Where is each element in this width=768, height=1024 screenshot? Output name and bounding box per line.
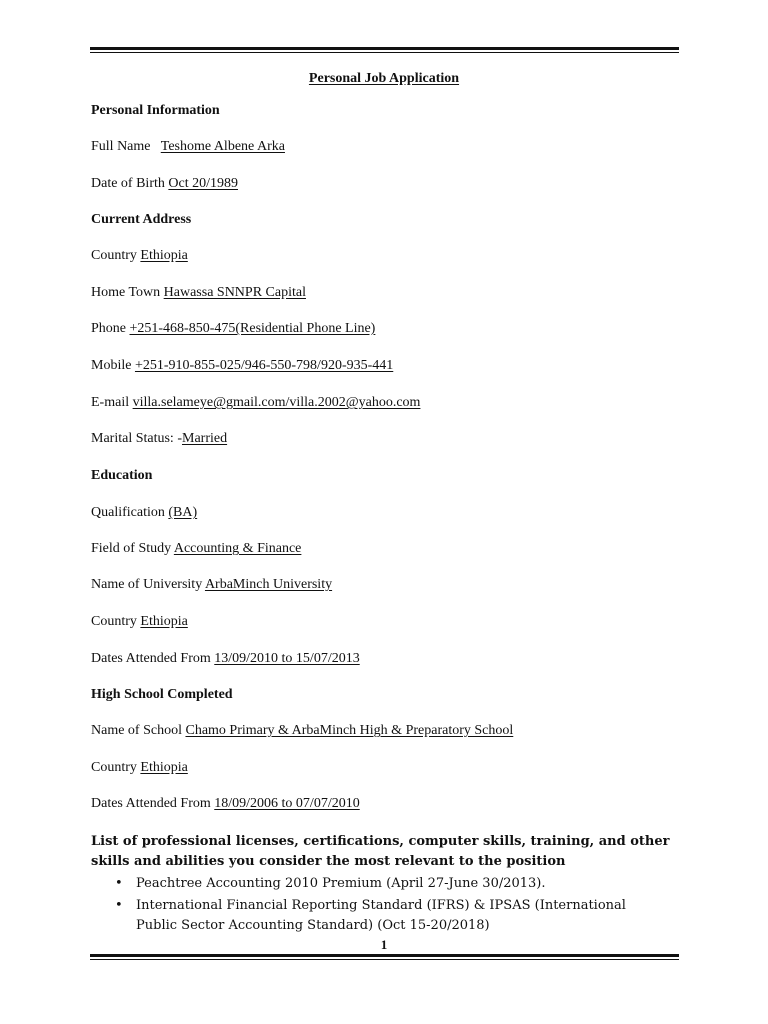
marital-status-row — [91, 430, 227, 448]
skill-text: International Financial Reporting Standard (IFRS) & IPSAS (International Public Sector Accounting Standard) (Oct 15-20/2018) — [136, 898, 626, 933]
email-label: E-mail — [91, 395, 130, 410]
school-name-row — [91, 722, 513, 740]
education-country-value: Ethiopia — [140, 614, 188, 629]
address-country-row — [91, 247, 188, 265]
email-value: villa.selameye@gmail.com/villa.2002@yahoo.com — [132, 395, 421, 410]
document-title: Personal Job Application — [308, 71, 460, 86]
university-value: ArbaMinch University — [204, 577, 333, 592]
marital-status-label: Marital Status: - — [91, 431, 182, 446]
university-dates-label: Dates Attended From — [91, 651, 211, 666]
university-label: Name of University — [91, 577, 203, 592]
qualification-value: (BA) — [168, 505, 198, 520]
high-school-dates-row — [91, 795, 360, 813]
address-country-label: Country — [91, 248, 137, 263]
hometown-row — [91, 284, 306, 302]
dob-label: Date of Birth — [91, 176, 165, 191]
high-school-country-label: Country — [91, 760, 137, 775]
skills-list-item — [91, 874, 671, 894]
education-heading: Education — [91, 468, 153, 483]
high-school-country-value: Ethiopia — [140, 760, 188, 775]
qualification-row — [91, 504, 197, 522]
skills-list-item — [91, 896, 671, 936]
skills-list — [91, 874, 671, 938]
high-school-heading: High School Completed — [91, 687, 233, 702]
marital-status-value: Married — [182, 431, 228, 446]
bullet-icon: • — [115, 898, 123, 913]
school-name-value: Chamo Primary & ArbaMinch High & Preparatory School — [185, 723, 514, 738]
university-row — [91, 576, 332, 594]
skills-heading: List of professional licenses, certifications, computer skills, training, and other skills and abilities you consider the most relevant to the position — [91, 834, 670, 869]
header-rule — [90, 47, 679, 53]
field-of-study-value: Accounting & Finance — [173, 541, 302, 556]
address-country-value: Ethiopia — [140, 248, 188, 263]
education-country-row — [91, 613, 188, 631]
bullet-icon: • — [115, 876, 123, 891]
phone-row — [91, 320, 375, 338]
high-school-dates-value: 18/09/2006 to 07/07/2010 — [214, 796, 360, 811]
phone-label: Phone — [91, 321, 126, 336]
full-name-value: Teshome Albene Arka — [160, 139, 285, 154]
mobile-row — [91, 357, 393, 375]
qualification-label: Qualification — [91, 505, 165, 520]
field-of-study-label: Field of Study — [91, 541, 172, 556]
skill-text: Peachtree Accounting 2010 Premium (April 27-June 30/2013). — [136, 876, 546, 891]
mobile-label: Mobile — [91, 358, 132, 373]
high-school-dates-label: Dates Attended From — [91, 796, 211, 811]
university-dates-row — [91, 650, 360, 668]
page-number: 1 — [380, 937, 388, 952]
school-name-label: Name of School — [91, 723, 182, 738]
dob-value: Oct 20/1989 — [168, 176, 238, 191]
field-of-study-row — [91, 540, 301, 558]
education-country-label: Country — [91, 614, 137, 629]
current-address-heading: Current Address — [91, 212, 192, 227]
dob-row — [91, 175, 238, 193]
phone-value: +251-468-850-475(Residential Phone Line) — [129, 321, 376, 336]
personal-info-heading: Personal Information — [91, 103, 220, 118]
high-school-country-row — [91, 759, 188, 777]
full-name-row — [91, 138, 285, 156]
email-row — [91, 394, 420, 412]
hometown-value: Hawassa SNNPR Capital — [163, 285, 306, 300]
mobile-value: +251-910-855-025/946-550-798/920-935-441 — [134, 358, 394, 373]
hometown-label: Home Town — [91, 285, 161, 300]
footer-rule — [90, 954, 679, 960]
full-name-label: Full Name — [91, 139, 151, 154]
university-dates-value: 13/09/2010 to 15/07/2013 — [214, 651, 360, 666]
